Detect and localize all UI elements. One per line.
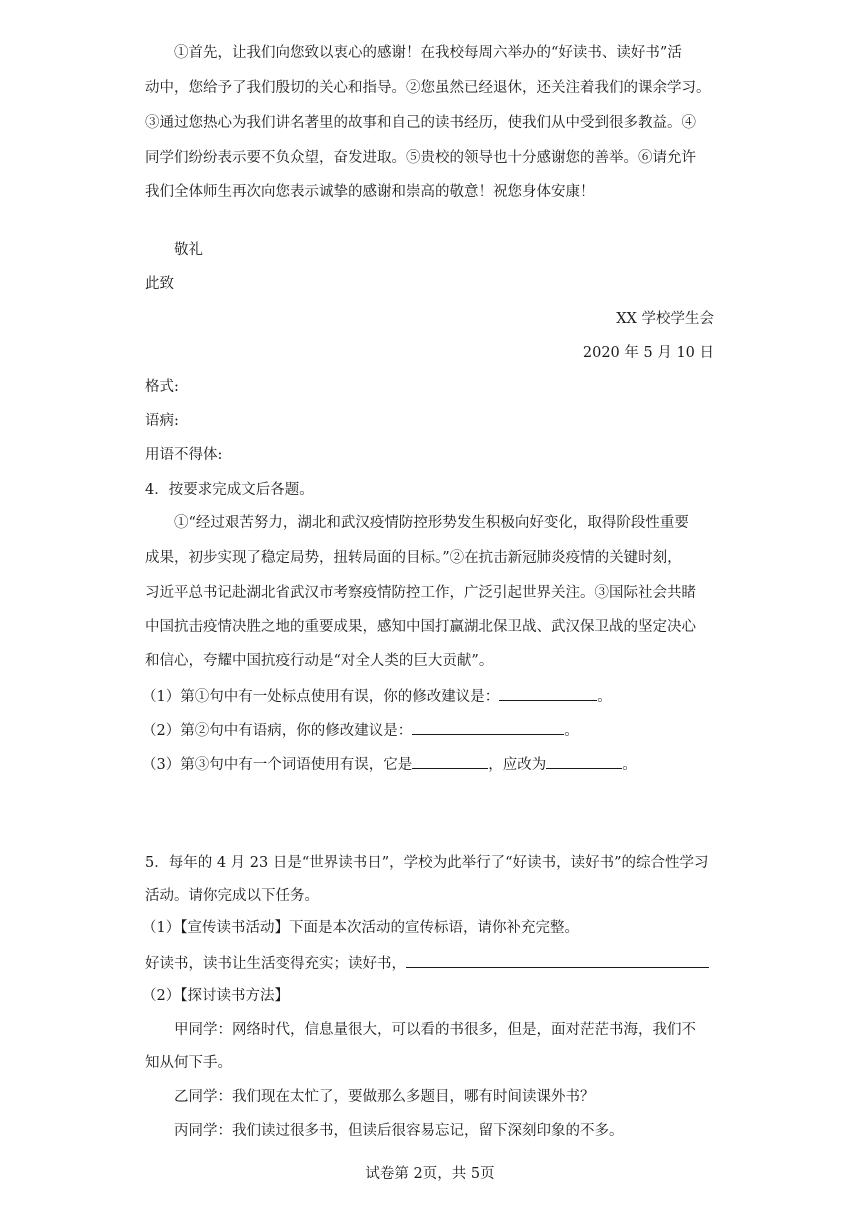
- q4-passage-line: 中国抗击疫情决胜之地的重要成果，感知中国打赢湖北保卫战、武汉保卫战的坚定决心: [145, 619, 696, 635]
- q4-passage-line: 习近平总书记赴湖北省武汉市考察疫情防控工作，广泛引起世界关注。③国际社会共睹: [145, 585, 696, 601]
- q4-sub3: [142, 753, 637, 775]
- q5-slogan-text: 好读书，读书让生活变得充实；读好书，: [145, 956, 406, 972]
- q4-sub1: [142, 685, 612, 707]
- q4-sub2-text: （2）第②句中有语病，你的修改建议是：: [142, 723, 413, 739]
- q5-student-bing: 丙同学：我们读过很多书，但读后很容易忘记，留下深刻印象的不多。: [174, 1123, 624, 1139]
- letter-body-line: ①首先，让我们向您致以衷心的感谢！在我校每周六举办的“好读书、读好书”活: [174, 45, 682, 61]
- q4-sub2-end: 。: [564, 723, 579, 739]
- question-5-heading-line2: 活动。请你完成以下任务。: [145, 888, 319, 904]
- q4-sub3-end: 。: [622, 757, 637, 773]
- q5-slogan-answer-blank[interactable]: [406, 952, 709, 968]
- q4-passage-line: 和信心，夸耀中国抗疫行动是“对全人类的巨大贡献”。: [145, 653, 494, 669]
- q5-student-jia-line1: 甲同学：网络时代，信息量很大，可以看的书很多，但是，面对茫茫书海，我们不: [174, 1022, 696, 1038]
- q4-sub3-mid: ，应改为: [488, 757, 547, 773]
- q4-sub2: [142, 719, 579, 741]
- q4-sub3-word-blank[interactable]: [412, 753, 488, 769]
- q4-sub2-answer-blank[interactable]: [412, 719, 564, 735]
- question-5-heading-line1: 5．每年的 4 月 23 日是“世界读书日”，学校为此举行了“好读书，读好书”的综合性学习: [145, 855, 709, 871]
- letter-signature: XX 学校学生会: [616, 311, 714, 327]
- answer-label-grammar: 语病:: [145, 413, 179, 429]
- letter-body-line: 同学们纷纷表示要不负众望，奋发进取。⑤贵校的领导也十分感谢您的善举。⑥请允许: [145, 150, 696, 166]
- letter-body-line: 动中，您给予了我们殷切的关心和指导。②您虽然已经退休，还关注着我们的课余学习。: [145, 80, 711, 96]
- q4-sub3-correction-blank[interactable]: [546, 753, 622, 769]
- q4-sub1-text: （1）第①句中有一处标点使用有误，你的修改建议是：: [142, 689, 500, 705]
- question-4-heading: 4．按要求完成文后各题。: [145, 482, 314, 498]
- q4-sub1-answer-blank[interactable]: [499, 685, 597, 701]
- q5-slogan: [145, 952, 709, 974]
- letter-date: 2020 年 5 月 10 日: [582, 345, 714, 361]
- letter-closing-cizhi: 此致: [145, 276, 174, 292]
- q4-sub1-end: 。: [597, 689, 612, 705]
- answer-label-format: 格式:: [145, 379, 179, 395]
- letter-closing-salute: 敬礼: [174, 242, 203, 258]
- letter-body-line: ③通过您热心为我们讲名著里的故事和自己的读书经历，使我们从中受到很多教益。④: [145, 115, 696, 131]
- q5-task1-label: （1）【宣传读书活动】下面是本次活动的宣传标语，请你补充完整。: [142, 920, 579, 936]
- q4-passage-line: ①“经过艰苦努力，湖北和武汉疫情防控形势发生积极向好变化，取得阶段性重要: [174, 515, 689, 531]
- q5-student-jia-line2: 知从何下手。: [145, 1055, 232, 1071]
- q4-passage-line: 成果，初步实现了稳定局势，扭转局面的目标。”②在抗击新冠肺炎疫情的关键时刻，: [145, 550, 682, 566]
- q5-task2-label: （2）【探讨读书方法】: [142, 988, 289, 1004]
- page-footer: 试卷第 2页，共 5页: [365, 1166, 495, 1182]
- letter-body-line: 我们全体师生再次向您表示诚挚的感谢和崇高的敬意！祝您身体安康！: [145, 184, 595, 200]
- answer-label-wording: 用语不得体:: [145, 447, 223, 463]
- q4-sub3-text: （3）第③句中有一个词语使用有误，它是: [142, 757, 413, 773]
- q5-student-yi: 乙同学：我们现在太忙了，要做那么多题目，哪有时间读课外书？: [174, 1089, 595, 1105]
